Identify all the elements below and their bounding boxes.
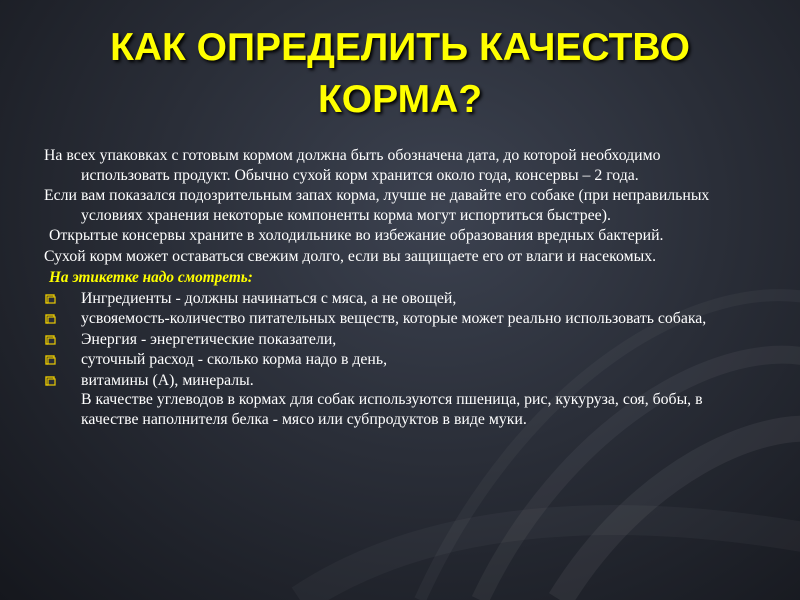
- checkbox-bullet-icon: [45, 376, 56, 386]
- checkbox-bullet-icon: [45, 294, 56, 304]
- checkbox-bullet-icon: [45, 355, 56, 365]
- paragraph-smell: Если вам показался подозрительным запах корма, лучше не давайте его собаке (при неправильных условиях хранения некоторые компоненты корма могут испортиться быстрее).: [44, 187, 710, 224]
- paragraph-expiry-date: На всех упаковках с готовым кормом должна быть обозначена дата, до которой необходимо использовать продукт. Обычно сухой корм хранится около года, консервы – 2 года.: [44, 147, 661, 184]
- list-item: [44, 350, 744, 370]
- list-item: [44, 330, 744, 350]
- list-item-text: витамины (А), минералы.: [81, 371, 254, 389]
- label-heading: На этикетке надо смотреть:: [49, 269, 253, 286]
- title-line-2: КОРМА?: [317, 78, 483, 121]
- list-item: [44, 371, 744, 430]
- paragraph-dry-food: Сухой корм может оставаться свежим долго, если вы защищаете его от влаги и насекомых.: [44, 247, 657, 265]
- list-item-text: суточный расход - сколько корма надо в день,: [81, 351, 388, 368]
- list-item-continuation: В качестве углеводов в кормах для собак используются пшеница, рис, кукуруза, соя, бобы, в качестве наполнителя белка - мясо или субпродуктов в виде муки.: [81, 391, 703, 428]
- paragraph-opened-cans: Открытые консервы храните в холодильнике во избежание образования вредных бактерий.: [49, 227, 664, 244]
- checkbox-bullet-icon: [45, 335, 56, 345]
- list-item-text: усвояемость-количество питательных веществ, которые может реально использовать собака,: [81, 310, 707, 327]
- slide-title: [0, 22, 800, 126]
- list-item: [44, 309, 744, 329]
- list-item: [44, 289, 744, 309]
- list-item-text: Энергия - энергетические показатели,: [81, 330, 337, 348]
- label-checklist: [44, 289, 744, 430]
- title-line-1: КАК ОПРЕДЕЛИТЬ КАЧЕСТВО: [110, 26, 690, 69]
- list-item-text: Ингредиенты - должны начинаться с мяса, а не овощей,: [81, 289, 457, 307]
- slide-body: [44, 146, 744, 430]
- checkbox-bullet-icon: [45, 314, 56, 324]
